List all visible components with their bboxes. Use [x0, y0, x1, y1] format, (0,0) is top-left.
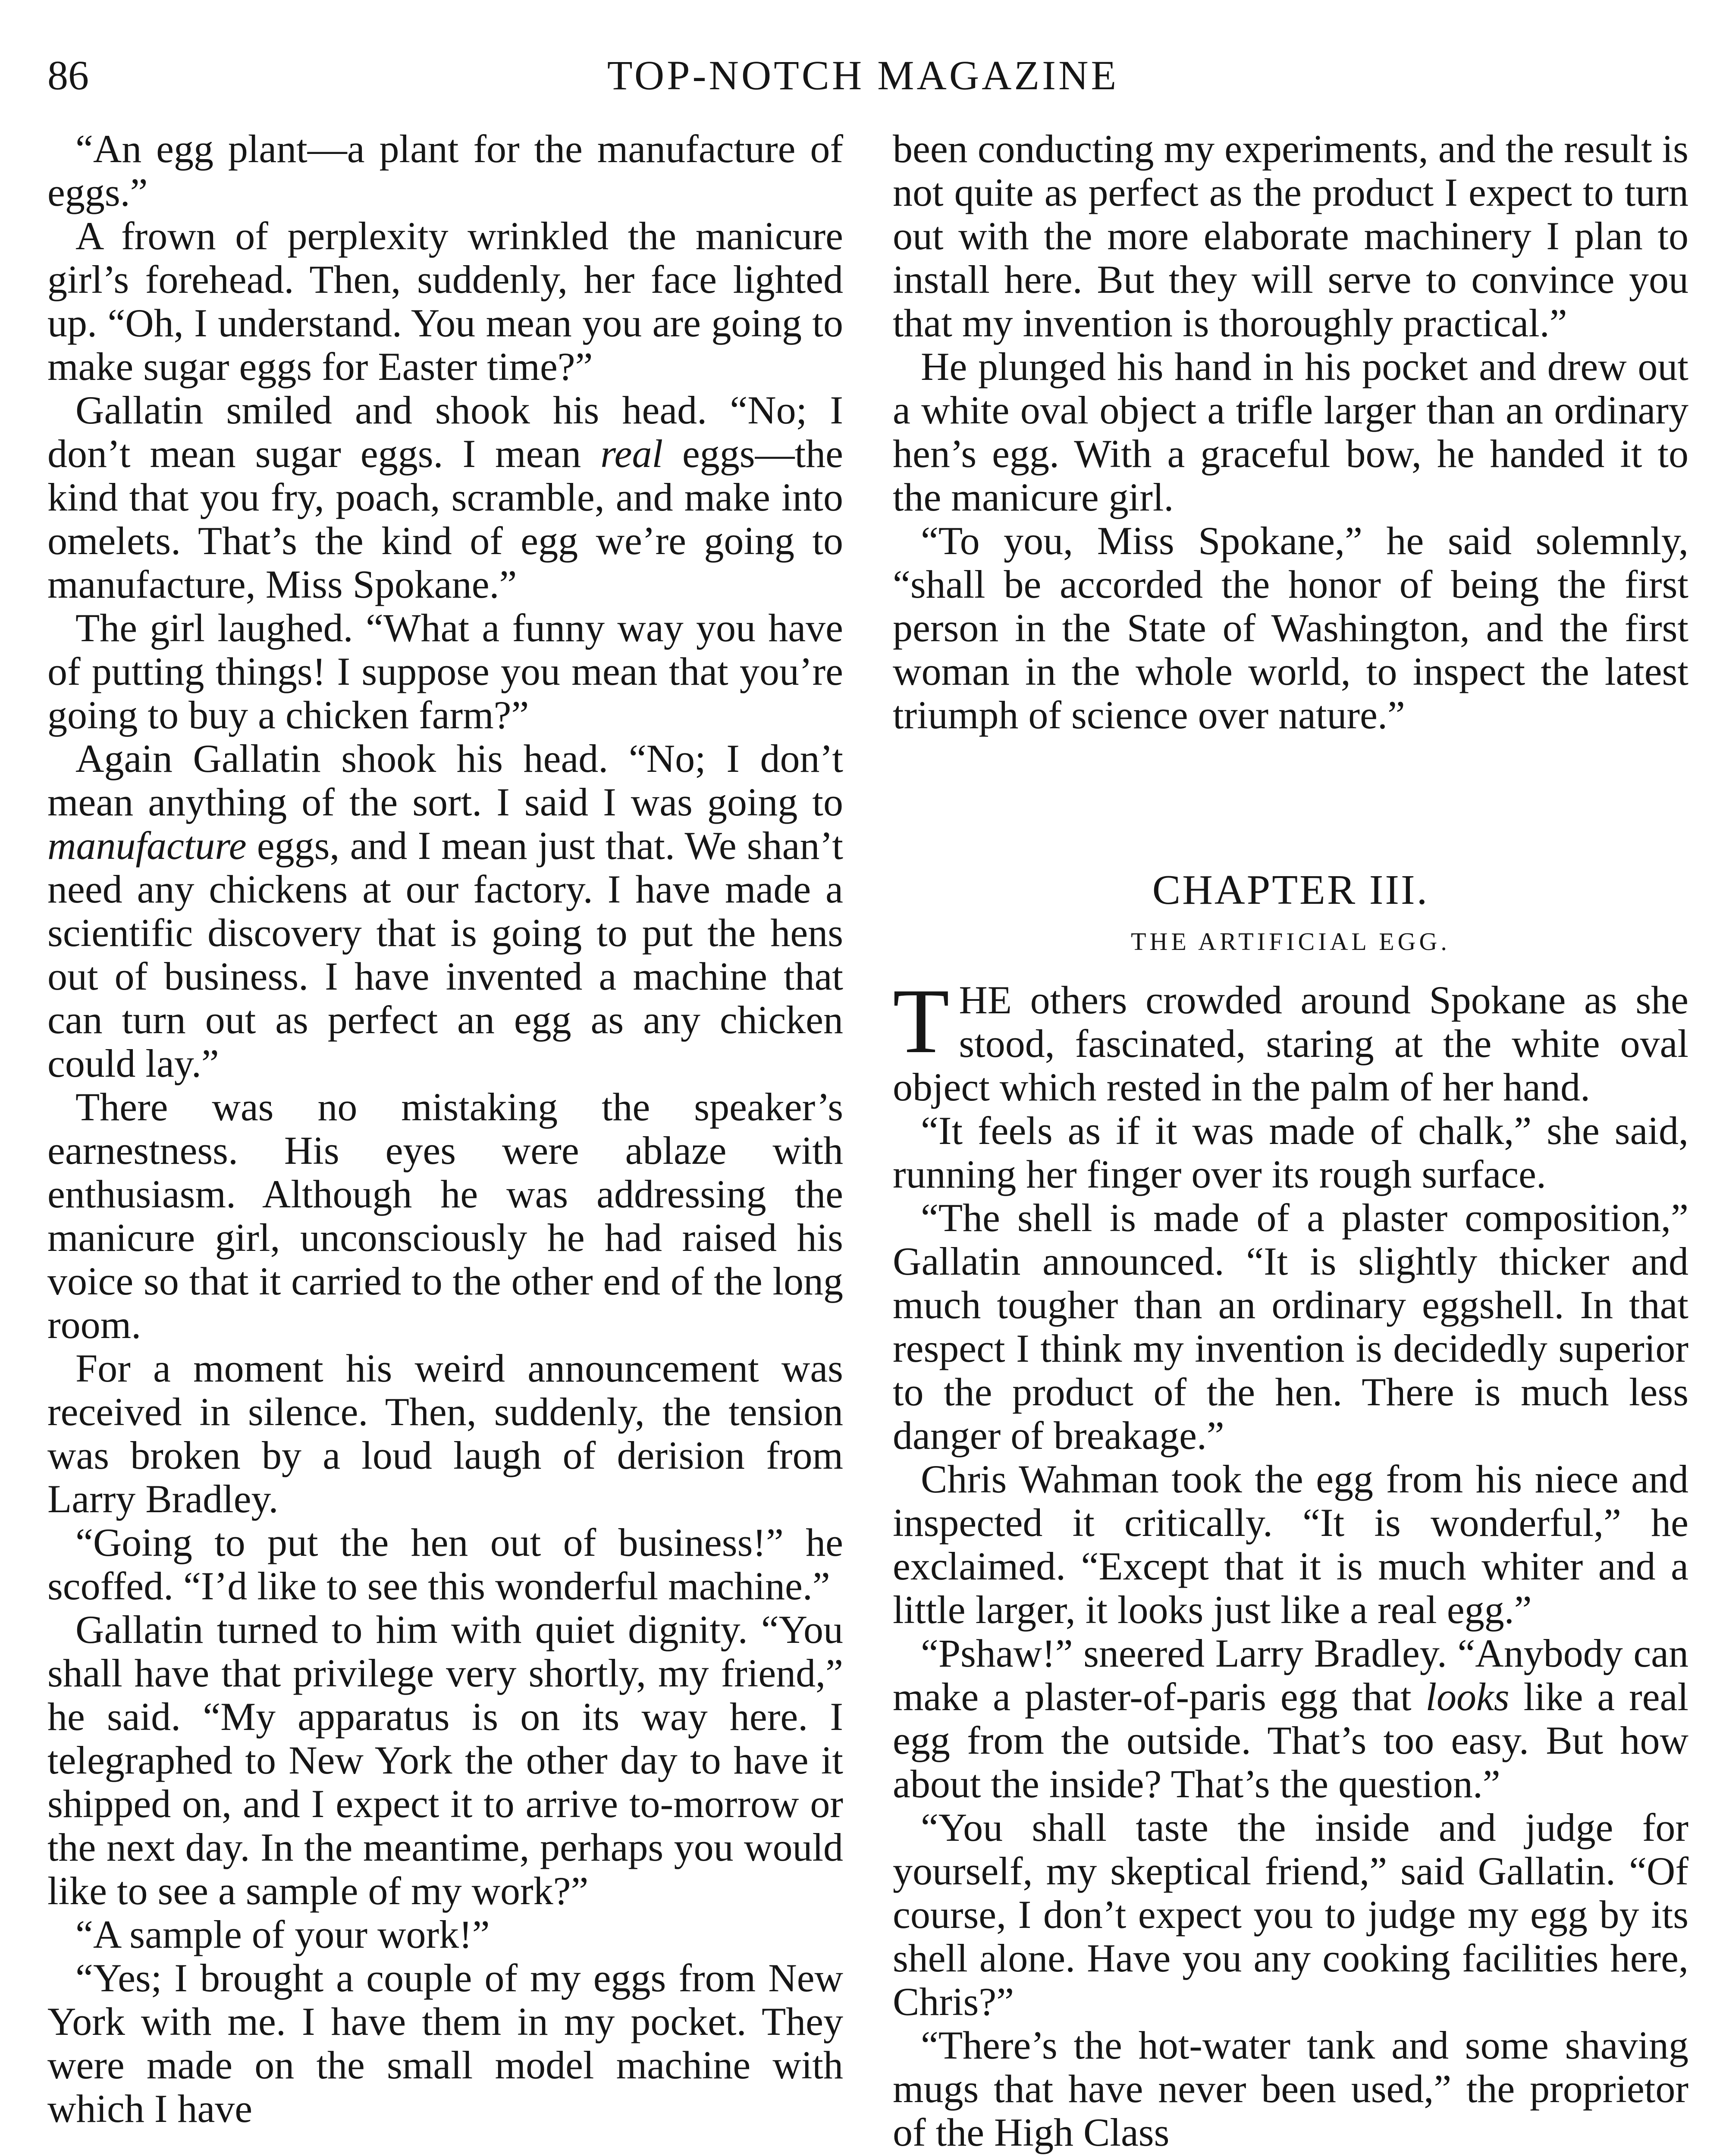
paragraph [47, 1347, 843, 1521]
chapter-subtitle: THE ARTIFICIAL EGG. [1131, 928, 1450, 956]
paragraph-text: A frown of perplexity wrinkled the manicure girl’s forehead. Then, suddenly, her face lighted up. “Oh, I understand. You mean you are going to make sugar eggs for Easter time?” [47, 214, 843, 389]
chapter-body [893, 1109, 1688, 2154]
paragraph-text: Gallatin smiled and shook his head. “No; I don’t mean sugar eggs. I mean [47, 388, 843, 476]
paragraph [893, 345, 1688, 519]
drop-cap: T [893, 969, 950, 1072]
paragraph [893, 127, 1688, 345]
paragraph-text: “An egg plant—a plant for the manufacture of eggs.” [47, 127, 843, 214]
paragraph [47, 214, 843, 389]
left-text-column [47, 127, 843, 2131]
paragraph-text: “Going to put the hen out of business!” he scoffed. “I’d like to see this wonderful machine.” [47, 1520, 843, 1608]
italic-text: manufacture [47, 824, 247, 868]
paragraph-text: “Yes; I brought a couple of my eggs from New York with me. I have them in my pocket. They were made on the small model machine with which I have [47, 1956, 843, 2131]
paragraph [47, 737, 843, 1085]
paragraph-text: like a real egg from the outside. That’s too easy. But how about the inside? That’s the question.” [893, 1675, 1689, 1806]
paragraph-text: “A sample of your work!” [75, 1912, 490, 1956]
paragraph-text: “There’s the hot-water tank and some shaving mugs that have never been used,” the proprietor of the High Class [893, 2023, 1688, 2154]
paragraph [47, 1608, 843, 1913]
paragraph [47, 606, 843, 737]
paragraph-text: Again Gallatin shook his head. “No; I don’t mean anything of the sort. I said I was going to [47, 736, 843, 824]
page-number: 86 [47, 52, 89, 98]
italic-text: real [600, 432, 663, 476]
paragraph [893, 1632, 1688, 1806]
paragraph [47, 1913, 843, 1956]
paragraph-text: There was no mistaking the speaker’s earnestness. His eyes were ablaze with enthusiasm. Although he was addressing the manicure girl, unconsciously he had raised his voice so that it carried to the other end of the long room. [47, 1085, 843, 1347]
paragraph [47, 389, 843, 606]
paragraph [893, 2024, 1688, 2154]
paragraph [893, 1457, 1688, 1632]
paragraph [47, 1085, 843, 1347]
paragraph-text: “You shall taste the inside and judge for yourself, my skeptical friend,” said Gallatin. “Of course, I don’t expect you to judge my egg by its shell alone. Have you any cooking facilities here, Chris?” [893, 1805, 1688, 2024]
paragraph [47, 1521, 843, 1608]
paragraph [893, 1806, 1688, 2024]
paragraph-text: “It feels as if it was made of chalk,” she said, running her finger over its rough surface. [893, 1109, 1688, 1196]
paragraph-text: He plunged his hand in his pocket and drew out a white oval object a trifle larger than an ordinary hen’s egg. With a graceful bow, he handed it to the manicure girl. [893, 345, 1688, 519]
right-text-column [893, 127, 1688, 2154]
paragraph-text: “Pshaw!” sneered Larry Bradley. “Anybody can make a plaster-of-paris egg that [893, 1631, 1688, 1719]
paragraph-text: The girl laughed. “What a funny way you have of putting things! I suppose you mean that you’re going to buy a chicken farm?” [47, 606, 843, 737]
paragraph-text: been conducting my experiments, and the result is not quite as perfect as the product I expect to turn out with the more elaborate machinery I plan to install here. But they will serve to convince you that my invention is thoroughly practical.” [893, 127, 1688, 345]
italic-text: looks [1425, 1675, 1509, 1719]
paragraph-text: For a moment his weird announcement was received in silence. Then, suddenly, the tension was broken by a loud laugh of derision from Larry Bradley. [47, 1346, 843, 1521]
paragraph [47, 1956, 843, 2131]
paragraph-text: eggs—the kind that you fry, poach, scramble, and make into omelets. That’s the kind of egg we’re going to manufacture, Miss Spokane.” [47, 432, 843, 606]
paragraph-text: Gallatin turned to him with quiet dignity. “You shall have that privilege very shortly, my friend,” he said. “My apparatus is on its way here. I telegraphed to New York the other day to have it shipped on, and I expect it to arrive to-morrow or the next day. In the meantime, perhaps you would like to see a sample of my work?” [47, 1608, 843, 1913]
paragraph-text: Chris Wahman took the egg from his niece and inspected it critically. “It is wonderful,” he exclaimed. “Except that it is much whiter and a little larger, it looks just like a real egg.” [893, 1457, 1688, 1632]
paragraph-text: eggs, and I mean just that. We shan’t need any chickens at our factory. I have made a scientific discovery that is going to put the hens out of business. I have invented a machine that can turn out as perfect an egg as any chicken could lay.” [47, 824, 843, 1085]
paragraph-text: “To you, Miss Spokane,” he said solemnly, “shall be accorded the honor of being the first person in the State of Washington, and the first woman in the whole world, to inspect the latest triumph of science over nature.” [893, 519, 1688, 737]
running-title: TOP-NOTCH MAGAZINE [607, 52, 1119, 98]
chapter-opening-paragraph [893, 969, 1688, 1109]
paragraph [47, 127, 843, 214]
opening-paragraph-text: HE others crowded around Spokane as she stood, fascinated, staring at the white oval object which rested in the palm of her hand. [893, 978, 1688, 1109]
paragraph [893, 1109, 1688, 1196]
page-header [47, 47, 1679, 103]
paragraph-text: “The shell is made of a plaster composition,” Gallatin announced. “It is slightly thicker and much tougher than an ordinary eggshell. In that respect I think my invention is decidedly superior to the product of the hen. There is much less danger of breakage.” [893, 1196, 1688, 1457]
paragraph [893, 519, 1688, 737]
chapter-title: CHAPTER III. [1152, 867, 1429, 913]
right-column-continuation [893, 127, 1688, 737]
paragraph [893, 1196, 1688, 1457]
